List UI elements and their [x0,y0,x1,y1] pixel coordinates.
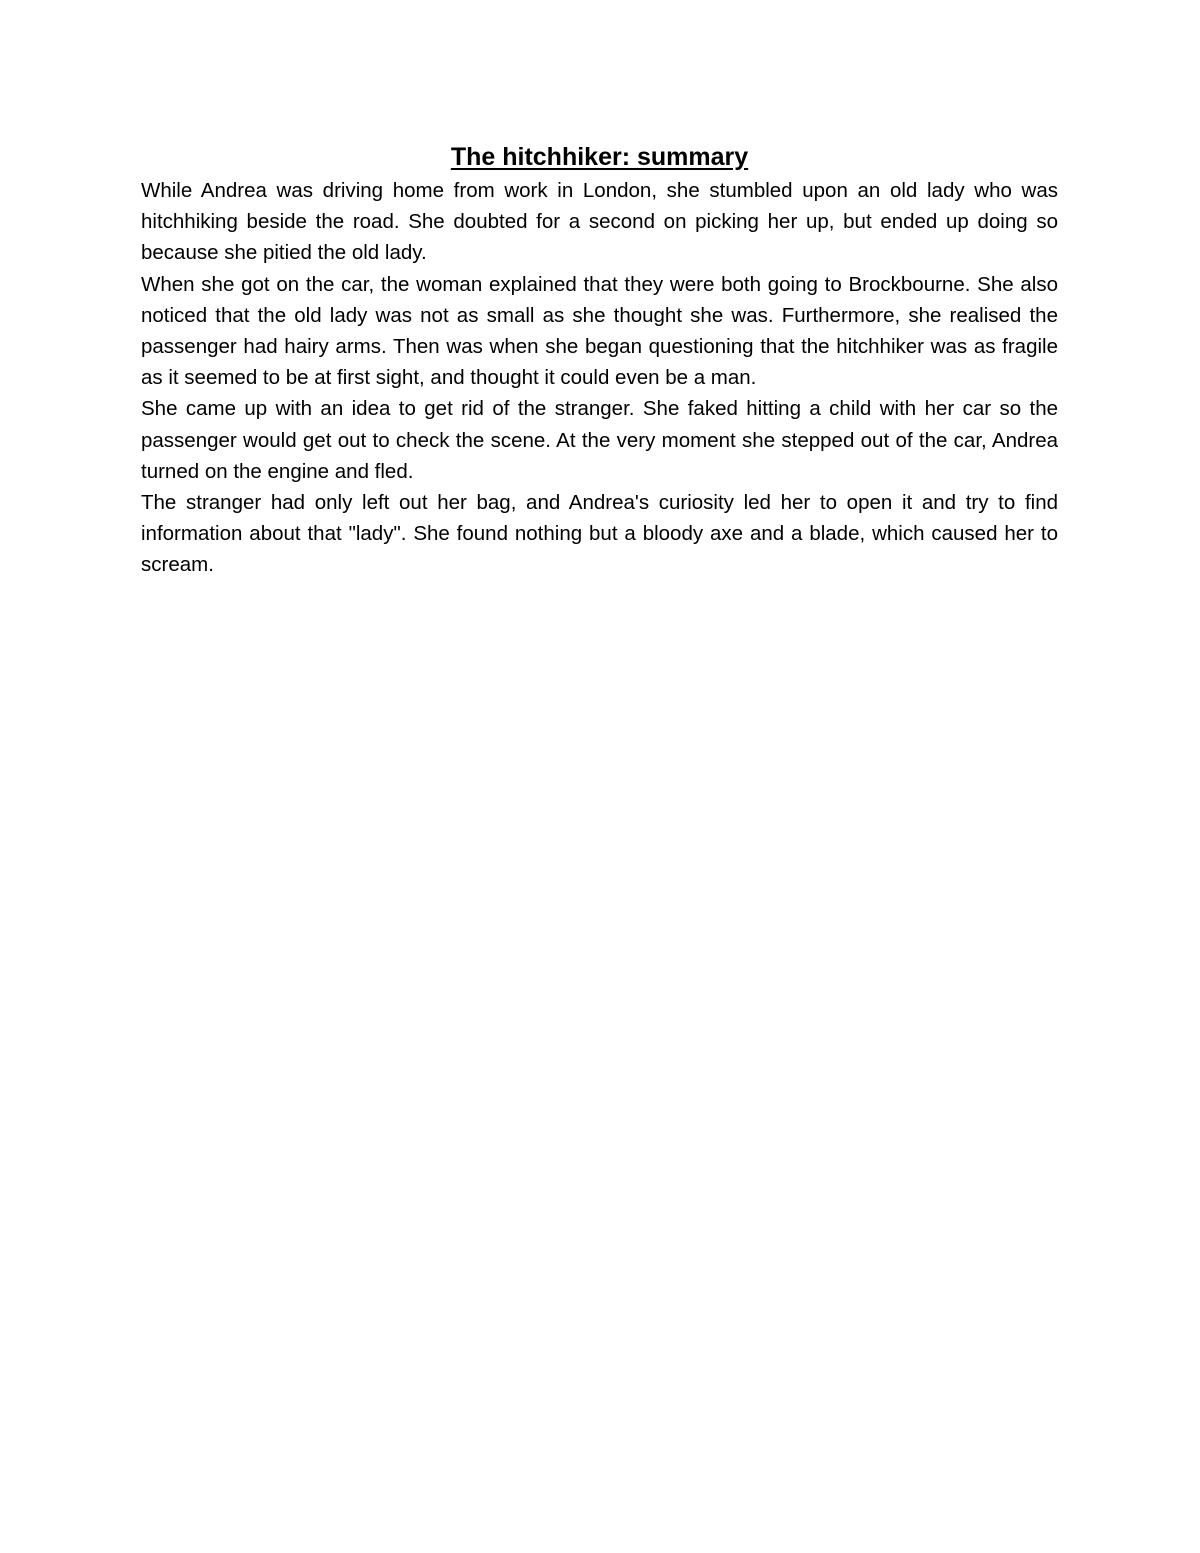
paragraph-4: The stranger had only left out her bag, and Andrea's curiosity led her to open it and try to find information about that "lady". She found nothing but a bloody axe and a blade, which caused her to scream. [141,491,1058,577]
document-title: The hitchhiker: summary [450,143,749,171]
paragraph-3: She came up with an idea to get rid of the stranger. She faked hitting a child with her car so the passenger would get out to check the scene. At the very moment she stepped out of the car, Andrea turned on the engine and fled. [141,397,1058,483]
document-page [141,139,1058,581]
paragraph-1: While Andrea was driving home from work in London, she stumbled upon an old lady who was hitchhiking beside the road. She doubted for a second on picking her up, but ended up doing so because she pitied the old lady. [141,179,1058,265]
paragraph-2: When she got on the car, the woman explained that they were both going to Brockbourne. She also noticed that the old lady was not as small as she thought she was. Furthermore, she realised the passenger had hairy arms. Then was when she began questioning that the hitchhiker was as fragile as it seemed to be at first sight, and thought it could even be a man. [141,272,1058,390]
